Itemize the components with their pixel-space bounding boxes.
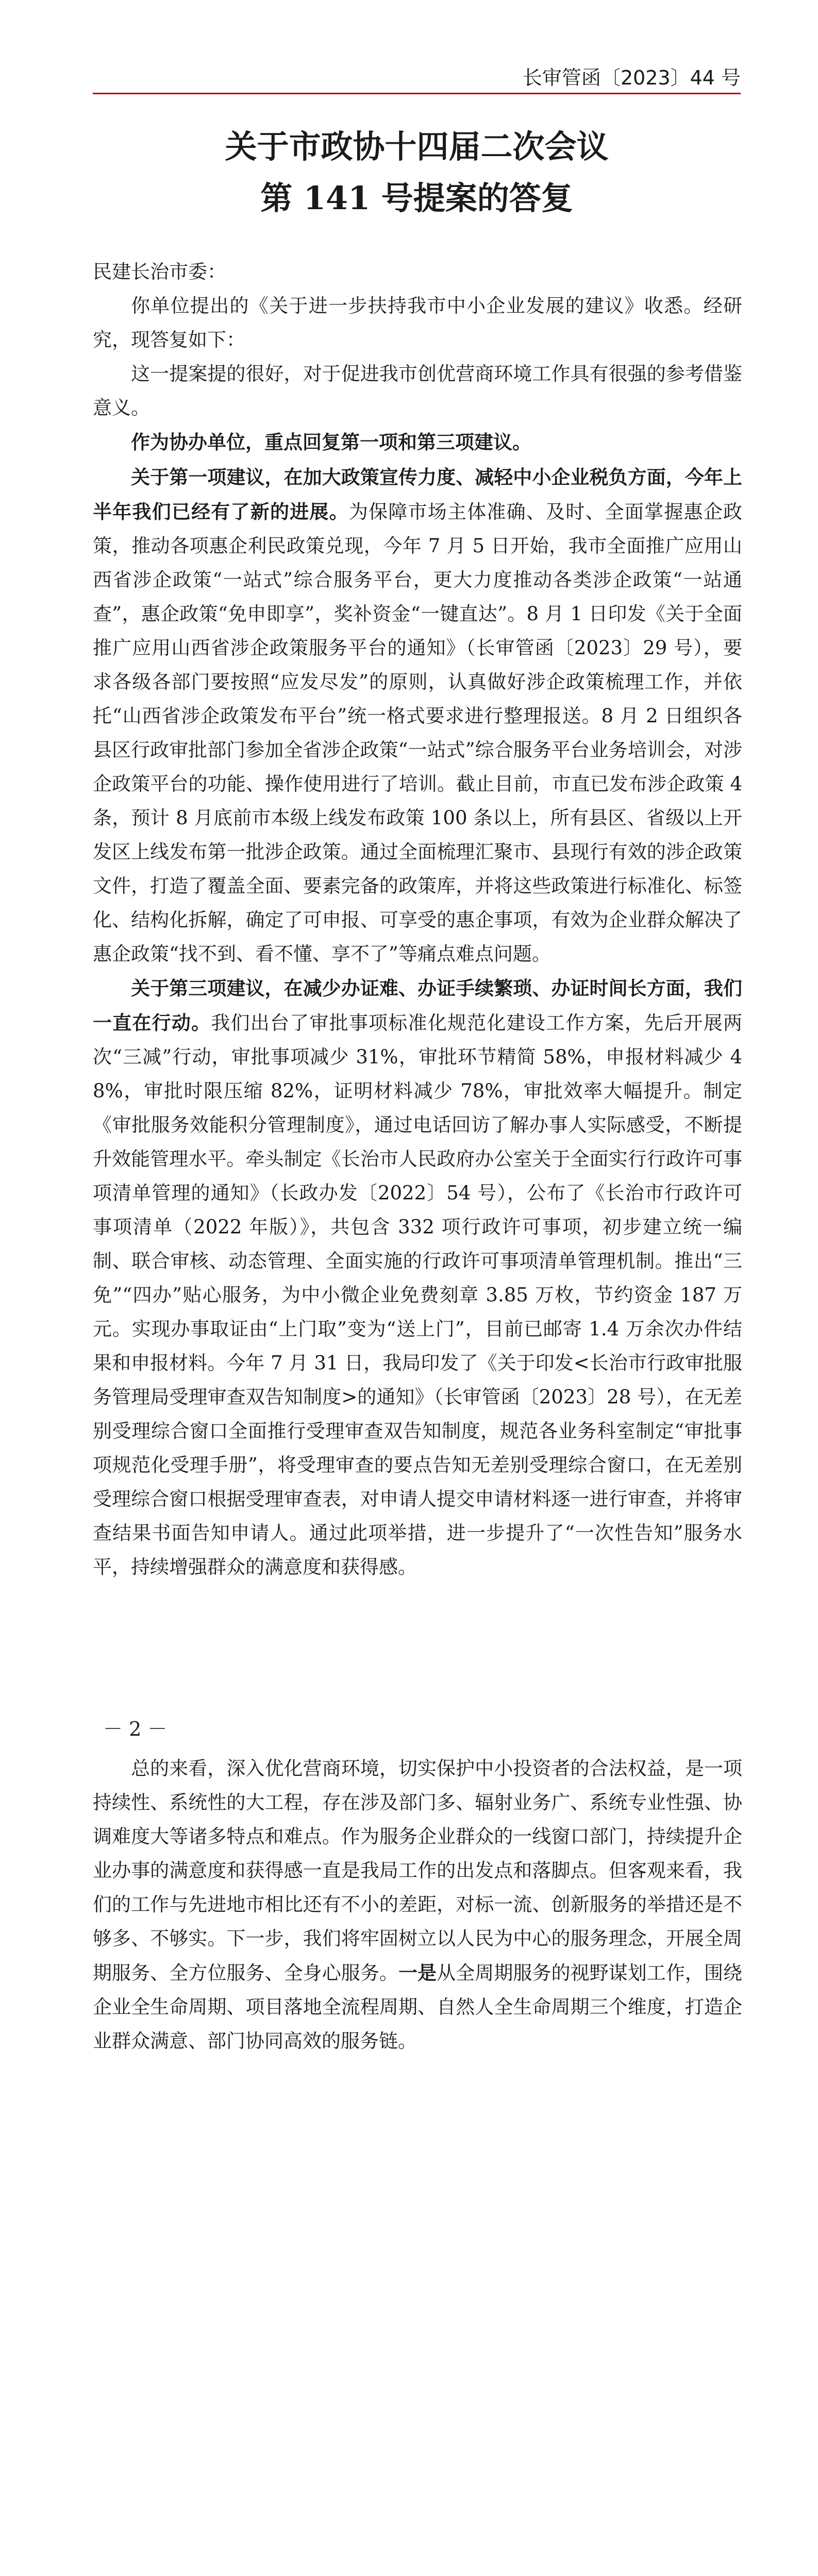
doc-title-line1: 关于市政协十四届二次会议 [225,128,609,165]
doc-title-line2: 第 141 号提案的答复 [260,179,573,217]
doc-number: 长审管函〔2023〕44 号 [522,66,741,89]
paragraph-item3 [93,971,742,1584]
summary-first-label: 一是 [398,1961,437,1984]
item1-heading: 关于第一项建议，在加大政策宣传力度、减轻中小企业税负方面，今年上半年我们已经有了新的进展。 [93,466,742,523]
paragraph-summary [93,1752,742,2058]
salutation: 民建长治市委： [93,261,226,283]
paragraph-focus: 作为协办单位，重点回复第一项和第三项建议。 [131,431,531,453]
page2-body [93,1752,742,2058]
header-rule [93,93,741,94]
item3-heading: 关于第三项建议，在减少办证难、办证手续繁琐、办证时间长方面，我们一直在行动。 [93,977,742,1034]
paragraph-evaluation: 这一提案提的很好，对于促进我市创优营商环境工作具有很强的参考借鉴意义。 [93,363,742,419]
item3-text: 我们出台了审批事项标准化规范化建设工作方案，先后开展两次“三减”行动，审批事项减少 31%，审批环节精简 58%，申报材料减少 48%，审批时限压缩 82%，证明材料减少 78%，审批效率大幅提升。制定《审批服务效能积分管理制度》，通过电话回访了解办事人实际感受，不断提升效能管理水平。牵头制定《长治市人民政府办公室关于全面实行行政许可事项清单管理的通知》（长政办发〔2022〕54 号），公布了《长治市行政许可事项清单（2022 年版）》，共包含 332 项行政许可事项，初步建立统一编制、联合审核、动态管理、全面实施的行政许可事项清单管理机制。推出“三免”“四办”贴心服务，为中小微企业免费刻章 3.85 万枚，节约资金 187 万元。实现办事取证由“上门取”变为“送上门”，目前已邮寄 1.4 万余次办件结果和申报材料。今年 7 月 31 日，我局印发了《关于印发<长治市行政审批服务管理局受理审查双告知制度>的通知》（长审管函〔2023〕28 号），在无差别受理综合窗口全面推行受理审查双告知制度，规范各业务科室制定“审批事项规范化受理手册”，将受理审查的要点告知无差别受理综合窗口，在无差别受理综合窗口根据受理审查表，对申请人提交申请材料逐一进行审查，并将审查结果书面告知申请人。通过此项举措，进一步提升了“一次性告知”服务水平，持续增强群众的满意度和获得感。 [93,1012,742,1578]
paragraph-item1 [93,460,742,971]
summary-text-1: 总的来看，深入优化营商环境，切实保护中小投资者的合法权益，是一项持续性、系统性的大工程，存在涉及部门多、辐射业务广、系统专业性强、协调难度大等诸多特点和难点。作为服务企业群众的一线窗口部门，持续提升企业办事的满意度和获得感一直是我局工作的出发点和落脚点。但客观来看，我们的工作与先进地市相比还有不小的差距，对标一流、创新服务的举措还是不够多、不够实。下一步，我们将牢固树立以人民为中心的服务理念，开展全周期服务、全方位服务、全身心服务。 [93,1757,742,1984]
page1-body [93,255,742,1584]
item1-text: 为保障市场主体准确、及时、全面掌握惠企政策，推动各项惠企利民政策兑现，今年 7 月 5 日开始，我市全面推广应用山西省涉企政策“一站式”综合服务平台，更大力度推动各类涉企政策“一站通查”，惠企政策“免申即享”，奖补资金“一键直达”。8 月 1 日印发《关于全面推广应用山西省涉企政策服务平台的通知》（长审管函〔2023〕29 号），要求各级各部门要按照“应发尽发”的原则，认真做好涉企政策梳理工作，并依托“山西省涉企政策发布平台”统一格式要求进行整理报送。8 月 2 日组织各县区行政审批部门参加全省涉企政策“一站式”综合服务平台业务培训会，对涉企政策平台的功能、操作使用进行了培训。截止目前，市直已发布涉企政策 4 条，预计 8 月底前市本级上线发布政策 100 条以上，所有县区、省级以上开发区上线发布第一批涉企政策。通过全面梳理汇聚市、县现行有效的涉企政策文件，打造了覆盖全面、要素完备的政策库，并将这些政策进行标准化、标签化、结构化拆解，确定了可申报、可享受的惠企事项，有效为企业群众解决了惠企政策“找不到、看不懂、享不了”等痛点难点问题。 [93,501,742,965]
paragraph-receipt: 你单位提出的《关于进一步扶持我市中小企业发展的建议》收悉。经研究，现答复如下： [93,295,742,351]
page-number-2: － 2 － [103,1718,168,1740]
summary-text-2: 从全周期服务的视野谋划工作，围绕企业全生命周期、项目落地全流程周期、自然人全生命周期三个维度，打造企业群众满意、部门协同高效的服务链。 [93,1962,743,2052]
